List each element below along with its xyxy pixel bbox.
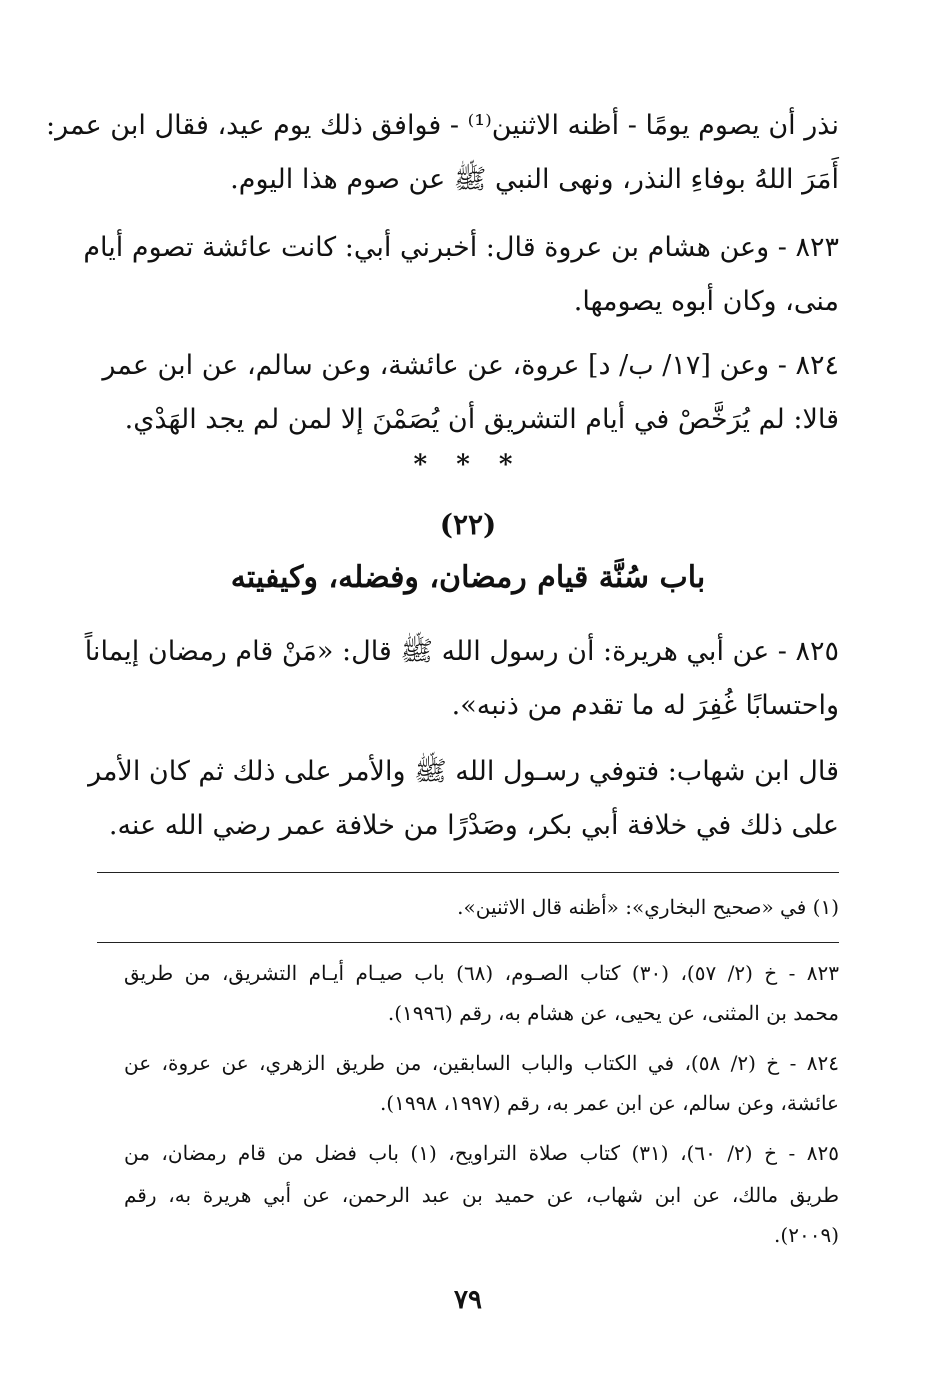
commentary-824-line-1: ٨٢٤ - خ (٢/ ٥٨)، في الكتاب والباب السابقين، من طريق الزهري، عن عروة، عن (124, 1051, 839, 1075)
hadith-824-line-2: قالا: لم يُرَخَّصْ في أيام التشريق أن يُصَمْنَ إلا لمن لم يجد الهَدْي. (124, 404, 839, 435)
hadith-825-line-2: واحتسابًا غُفِرَ له ما تقدم من ذنبه». (451, 690, 839, 721)
hadith-823-line-1: ٨٢٣ - وعن هشام بن عروة قال: أخبرني أبي: كانت عائشة تصوم أيام (83, 232, 839, 263)
commentary-825-line-1: ٨٢٥ - خ (٢/ ٦٠)، (٣١) كتاب صلاة التراويح، (١) باب فضل من قام رمضان، من (124, 1141, 839, 1165)
hadith-823-line-2: منى، وكان أبوه يصومها. (573, 286, 839, 317)
body-line-1: نذر أن يصوم يومًا - أظنه الاثنين⁽¹⁾ - فوافق ذلك يوم عيد، فقال ابن عمر: (46, 110, 839, 141)
hadith-824-line-1: ٨٢٤ - وعن [١٧/ ب/ د] عروة، عن عائشة، وعن سالم، عن ابن عمر (102, 350, 839, 381)
hadith-825-line-1: ٨٢٥ - عن أبي هريرة: أن رسول الله ﷺ قال: «مَنْ قام رمضان إيماناً (84, 636, 839, 667)
commentary-825-line-3: (٢٠٠٩). (774, 1223, 839, 1247)
commentary-823-line-2: محمد بن المثنى، عن يحيى، عن هشام به، رقم (١٩٩٦). (387, 1001, 839, 1025)
page-number: ٧٩ (454, 1285, 482, 1315)
section-separator: * * * (413, 450, 523, 480)
footnote-1: (١) في «صحيح البخاري»: «أظنه قال الاثنين». (457, 895, 839, 919)
chapter-title: باب سُنَّة قيام رمضان، وفضله، وكيفيته (230, 560, 706, 595)
ibn-shihab-line-2: على ذلك في خلافة أبي بكر، وصَدْرًا من خلافة عمر رضي الله عنه. (108, 810, 839, 841)
commentary-824-line-2: عائشة، وعن سالم، عن ابن عمر به، رقم (١٩٩٧، ١٩٩٨). (379, 1091, 839, 1115)
body-line-2: أَمَرَ اللهُ بوفاءِ النذر، ونهى النبي ﷺ عن صوم هذا اليوم. (230, 164, 839, 195)
commentary-825-line-2: طريق مالك، عن ابن شهاب، عن حميد بن عبد الرحمن، عن أبي هريرة به، رقم (124, 1183, 839, 1207)
commentary-rule (97, 942, 839, 943)
footnote-rule (97, 872, 839, 873)
ibn-shihab-line-1: قال ابن شهاب: فتوفي رسـول الله ﷺ والأمر على ذلك ثم كان الأمر (88, 756, 839, 787)
commentary-823-line-1: ٨٢٣ - خ (٢/ ٥٧)، (٣٠) كتاب الصـوم، (٦٨) باب صيـام أيـام التشريق، من طريق (124, 961, 840, 985)
chapter-number: (٢٢) (439, 508, 497, 541)
